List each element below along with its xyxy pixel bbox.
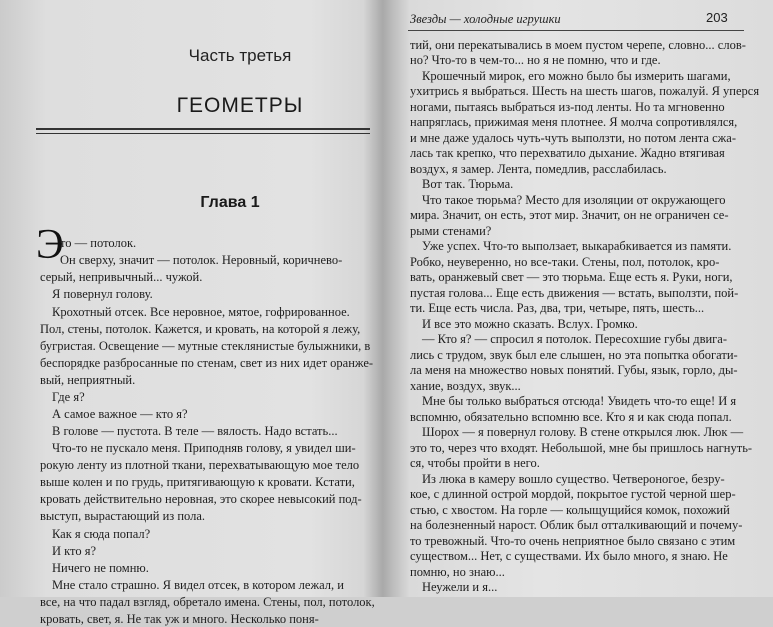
text-line: кое, с длинной острой мордой, покрытое густой черной шер- bbox=[410, 487, 736, 501]
text-line: ти. Еще есть числа. Раз, два, три, четыре, пять, шесть... bbox=[410, 301, 705, 315]
text-line: вать, оранжевый свет — это тюрьма. Еще есть я. Руки, ноги, bbox=[410, 270, 733, 284]
text-line: существом... Нет, с существами. Их было много, я знаю. Не bbox=[410, 549, 728, 563]
text-line: выступ, вырастающий из пола. bbox=[40, 509, 206, 523]
text-line: хание, воздух, звук... bbox=[410, 379, 521, 393]
text-line: на болезненный нарост. Облик был отталкивающий и почему- bbox=[410, 518, 743, 532]
text-line: ногами, пытаясь выбраться из-под ленты. Но та мгновенно bbox=[410, 100, 725, 114]
running-head: Звезды — холодные игрушки bbox=[410, 12, 561, 26]
right-page bbox=[388, 0, 773, 597]
text-line: то — потолок. bbox=[60, 236, 137, 250]
text-line: кровать действительно неровная, это скорее невысокий под- bbox=[40, 492, 362, 506]
drop-cap: Э bbox=[36, 222, 64, 268]
text-line: воздух, я замер. Лента, помедлив, расслабилась. bbox=[410, 162, 667, 176]
text-line: рокую ленту из плотной ткани, перехватывающую мое тело bbox=[40, 458, 360, 472]
title-rule-thick bbox=[36, 128, 370, 130]
text-line: Крошечный мирок, его можно было бы измерить шагами, bbox=[422, 69, 731, 83]
text-line: это то, через что входят. Небольшой, мне бы пришлось нагнуть- bbox=[410, 441, 753, 455]
text-line: рыми стенами? bbox=[410, 224, 492, 238]
text-line: ся, чтобы пройти в него. bbox=[410, 456, 540, 470]
page-number: 203 bbox=[706, 10, 728, 25]
text-line: то тревожный. Что-то очень неприятное было связано с этим bbox=[410, 534, 736, 548]
text-line: тий, они перекатывались в моем пустом черепе, словно... слов- bbox=[410, 38, 746, 52]
text-line: беспорядке разбросанные по стенам, свет из них идет оранже- bbox=[40, 356, 374, 370]
header-rule bbox=[408, 30, 744, 31]
text-line: Пол, стены, потолок. Кажется, и кровать, на которой я лежу, bbox=[40, 322, 361, 336]
text-line: стью, с хвостом. На горле — колыщущийся комок, похожий bbox=[410, 503, 730, 517]
text-line: но? Что-то в чем-то... но я не помню, что и где. bbox=[410, 53, 661, 67]
title-rule-thin bbox=[36, 133, 370, 134]
text-line: вспомню, обязательно вспомню все. Кто я и как сюда попал. bbox=[410, 410, 732, 424]
text-line: Где я? bbox=[52, 390, 85, 404]
text-line: ла меня на множество новых понятий. Губы, язык, горло, ды- bbox=[410, 363, 738, 377]
text-line: Он сверху, значит — потолок. Неровный, коричнево- bbox=[60, 253, 343, 267]
text-line: напряглась, прижимая меня плотнее. Я молча сопротивлялся, bbox=[410, 115, 738, 129]
text-line: Шорох — я повернул голову. В стене открылся люк. Люк — bbox=[422, 425, 744, 439]
text-line: Робко, неуверенно, но все-таки. Стены, пол, потолок, кро- bbox=[410, 255, 720, 269]
text-line: серый, непривычный... чужой. bbox=[40, 270, 203, 284]
text-line: бугристая. Освещение — мутные стеклянистые булыжники, в bbox=[40, 339, 371, 353]
text-line: Что-то не пускало меня. Приподняв голову, я увидел ши- bbox=[52, 441, 356, 455]
part-title: Часть третья bbox=[188, 46, 292, 65]
text-line: И кто я? bbox=[52, 544, 97, 558]
text-line: Я повернул голову. bbox=[52, 287, 153, 301]
chapter-title: Глава 1 bbox=[200, 194, 260, 211]
text-line: А самое важное — кто я? bbox=[52, 407, 188, 421]
text-line: лись с трудом, звук был еле слышен, но эта попытка обогати- bbox=[410, 348, 738, 362]
text-line: Мне бы только выбраться отсюда! Увидеть что-то еще! И я bbox=[422, 394, 737, 408]
text-line: Что такое тюрьма? Место для изоляции от окружающего bbox=[422, 193, 726, 207]
text-line: все, на что падал взгляд, обретало имена. Стены, пол, потолок, bbox=[40, 595, 375, 609]
text-line: пустая голова... Еще есть движения — встать, выползти, пой- bbox=[410, 286, 739, 300]
text-line: выше колен и по грудь, притягивающую к кровати. Кстати, bbox=[40, 475, 355, 489]
text-line: Уже успех. Что-то выползает, выкарабкивается из памяти. bbox=[422, 239, 732, 253]
text-line: Крохотный отсек. Все неровное, мятое, гофрированное. bbox=[52, 305, 350, 319]
text-line: Из люка в камеру вошло существо. Четвероногое, безру- bbox=[422, 472, 725, 486]
text-line: Как я сюда попал? bbox=[52, 527, 151, 541]
text-line: лась так крепко, что перехватило дыхание. Жадно втягивая bbox=[410, 146, 725, 160]
text-line: помню, но знаю... bbox=[410, 565, 505, 579]
text-line: ухитрись я выбраться. Шесть на шесть шагов, пожалуй. Я уперся bbox=[410, 84, 760, 98]
text-line: Ничего не помню. bbox=[52, 561, 149, 575]
text-line: Вот так. Тюрьма. bbox=[422, 177, 514, 191]
text-line: И все это можно сказать. Вслух. Громко. bbox=[422, 317, 638, 331]
text-line: кровать, свет, я. Не так уж и много. Несколько поня- bbox=[40, 612, 319, 626]
text-line: мира. Значит, он есть, этот мир. Значит, он не ограничен се- bbox=[410, 208, 729, 222]
text-line: Неужели и я... bbox=[422, 580, 498, 594]
text-line: — Кто я? — спросил я потолок. Пересохшие губы двига- bbox=[422, 332, 727, 346]
text-line: и мне даже удалось чуть-чуть выползти, но потом лента сжа- bbox=[410, 131, 736, 145]
text-line: В голове — пустота. В теле — вялость. Надо встать... bbox=[52, 424, 338, 438]
text-line: Мне стало страшно. Я видел отсек, в котором лежал, и bbox=[52, 578, 344, 592]
book-title: ГЕОМЕТРЫ bbox=[176, 94, 304, 117]
text-line: вый, неприятный. bbox=[40, 373, 136, 387]
